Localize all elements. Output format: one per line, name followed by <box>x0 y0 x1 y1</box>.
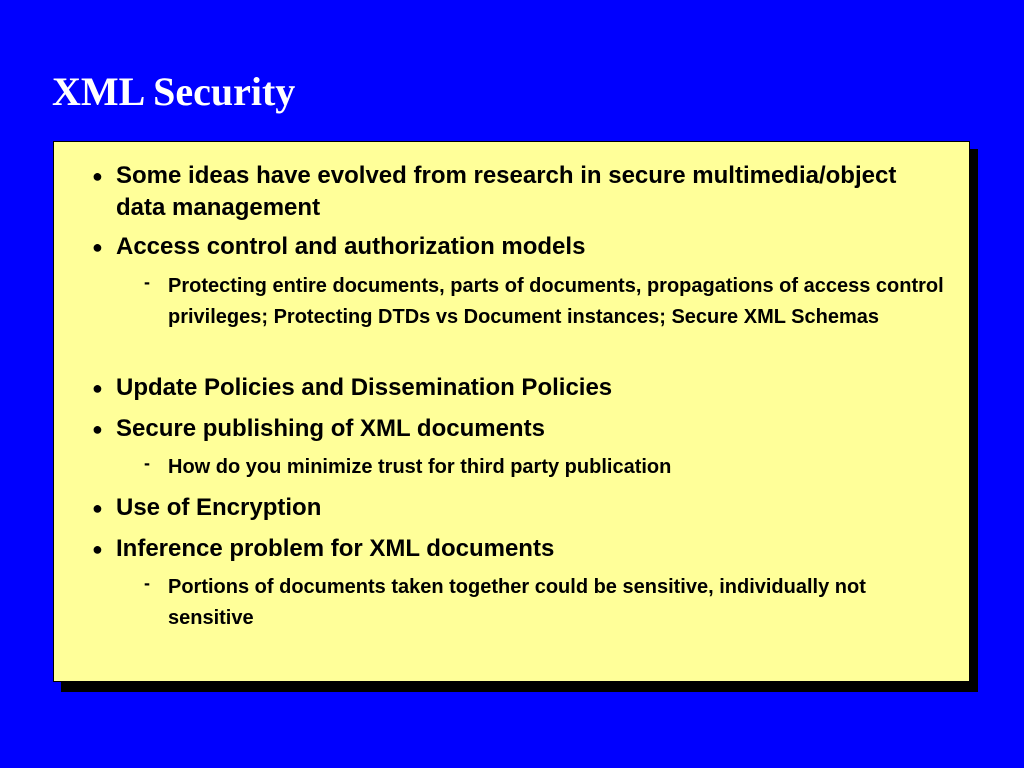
bullet-dot-icon: ● <box>92 498 103 518</box>
bullet-item <box>92 160 952 224</box>
dash-icon: - <box>144 573 150 593</box>
bullet-item <box>92 231 952 263</box>
bullet-text: Inference problem for XML documents <box>116 535 555 562</box>
bullet-dot-icon: ● <box>92 237 103 257</box>
sub-bullet-item <box>144 271 944 333</box>
bullet-text: Access control and authorization models <box>116 233 586 260</box>
bullet-item <box>92 372 952 404</box>
content-box <box>53 141 970 682</box>
dash-icon: - <box>144 453 150 473</box>
bullet-text: Update Policies and Dissemination Policies <box>116 374 613 401</box>
sub-bullet-text: Protecting entire documents, parts of documents, propagations of access control privileges; Protecting DTDs vs Document instances; Secure XML Schemas <box>168 275 944 328</box>
bullet-text: Use of Encryption <box>116 494 322 521</box>
sub-bullet-text: Portions of documents taken together could be sensitive, individually not sensitive <box>168 576 866 629</box>
dash-icon: - <box>144 272 150 292</box>
bullet-item <box>92 492 952 524</box>
sub-bullet-item <box>144 572 944 634</box>
bullet-item <box>92 413 952 445</box>
bullet-text: Secure publishing of XML documents <box>116 415 545 442</box>
slide-title: XML Security <box>52 69 296 114</box>
bullet-dot-icon: ● <box>92 378 103 398</box>
sub-bullet-text: How do you minimize trust for third party publication <box>168 456 672 478</box>
sub-bullet-item <box>144 452 944 483</box>
bullet-dot-icon: ● <box>92 166 103 186</box>
bullet-text: Some ideas have evolved from research in secure multimedia/object data management <box>116 162 897 221</box>
bullet-dot-icon: ● <box>92 419 103 439</box>
bullet-item <box>92 533 952 565</box>
bullet-dot-icon: ● <box>92 539 103 559</box>
